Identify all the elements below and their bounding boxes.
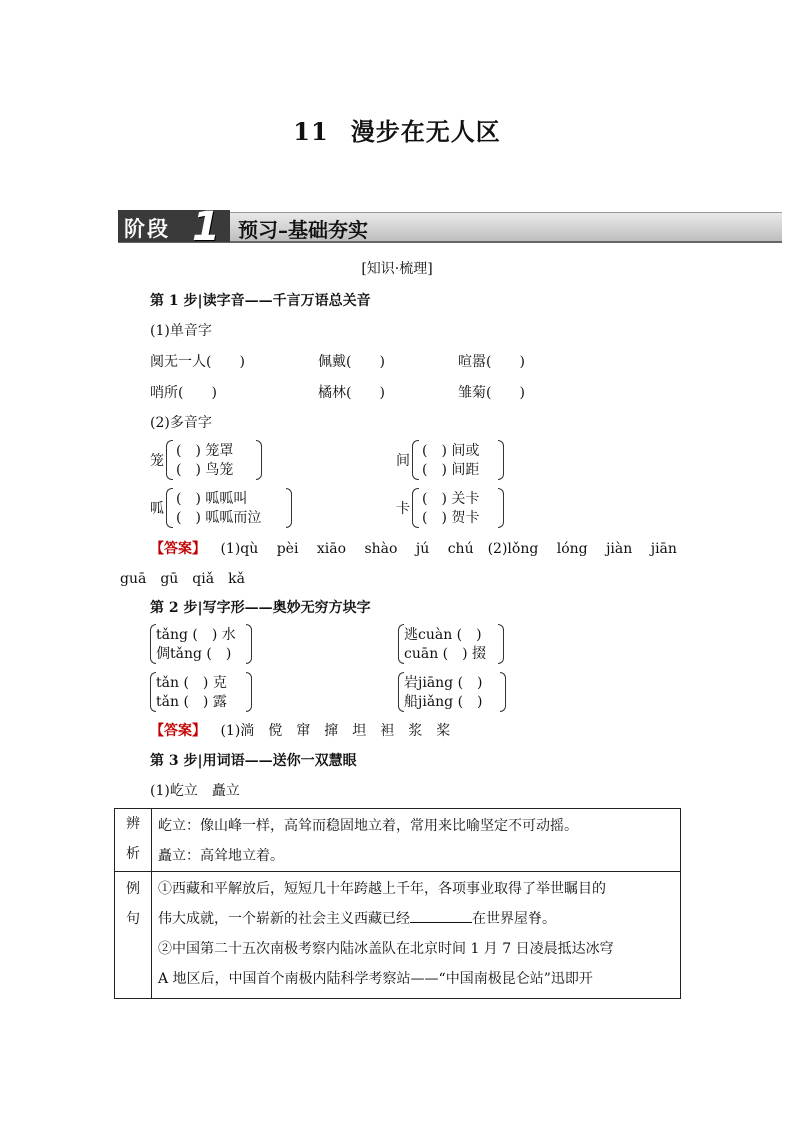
polyphone-item: ( ) 间距: [422, 462, 480, 478]
example-line: [158, 904, 674, 934]
table-row-header: [115, 872, 152, 999]
section-label: [知识·梳理]: [361, 261, 433, 277]
right-brace: [500, 672, 506, 712]
glyph-item: cuān ( ) 掇: [404, 646, 487, 662]
polyphone-item: ( ) 呱呱叫: [176, 491, 248, 507]
right-brace: [498, 624, 504, 664]
right-brace: [246, 624, 252, 664]
answer-text-continued: guā gū qiǎ kǎ: [120, 571, 245, 587]
glyph-item: tǎn ( ) 克: [156, 675, 227, 691]
table-row: [115, 809, 681, 872]
answer-text: (1)qù pèi xiāo shào jú chú (2)lǒng lóng jiàn jiān: [220, 541, 677, 557]
page-title: [0, 112, 794, 147]
glyph-item: 船jiǎng ( ): [404, 694, 483, 710]
polyphone-item: ( ) 呱呱而泣: [176, 510, 262, 526]
polyphone-item: ( ) 鸟笼: [176, 462, 234, 478]
glyph-item: tǎn ( ) 露: [156, 694, 227, 710]
polyphone-char: 笼: [150, 453, 164, 469]
step3-heading: 第 3 步|用词语——送你一双慧眼: [150, 753, 357, 769]
table-cell: [152, 809, 681, 872]
single-item: 哨所( ): [150, 385, 217, 401]
row-header-text: 辨析: [126, 816, 140, 862]
fill-blank: [410, 908, 472, 923]
glyph-group: [150, 672, 260, 712]
left-brace: [412, 440, 419, 480]
multi-char-label: (2)多音字: [150, 415, 212, 431]
single-item: 橘林( ): [318, 385, 385, 401]
example-text: 伟大成就，一个崭新的社会主义西藏已经: [158, 911, 410, 927]
stage-badge-label: 阶段: [124, 216, 170, 241]
polyphone-char: 间: [396, 453, 410, 469]
left-brace: [166, 488, 173, 528]
glyph-item: 岩jiāng ( ): [404, 675, 483, 691]
lesson-title: 漫步在无人区: [350, 117, 501, 146]
step1-answer: [150, 538, 677, 558]
answer-tag: 【答案】: [150, 723, 206, 739]
example-line: A 地区后，中国首个南极内陆科学考察站——“中国南极昆仑站”迅即开: [158, 971, 593, 987]
table-row-header: [115, 809, 152, 872]
word-pair-label: (1)屹立 矗立: [150, 783, 240, 799]
polyphone-item: ( ) 关卡: [422, 491, 480, 507]
polyphone-group: [396, 488, 516, 528]
polyphone-group: [396, 440, 516, 480]
right-brace: [246, 672, 252, 712]
right-brace: [286, 488, 292, 528]
single-item: 喧嚣( ): [458, 354, 525, 370]
glyph-group: [150, 624, 260, 664]
stage-title: 预习–基础夯实: [238, 218, 368, 242]
polyphone-group: [150, 488, 300, 528]
glyph-item: 逃cuàn ( ): [404, 627, 482, 643]
polyphone-group: [150, 440, 270, 480]
row-header-text: 例句: [126, 881, 140, 927]
answer-tag: 【答案】: [150, 541, 206, 557]
polyphone-char: 呱: [150, 501, 164, 517]
single-item: 阒无一人( ): [150, 354, 245, 370]
polyphone-item: ( ) 笼罩: [176, 443, 234, 459]
polyphone-item: ( ) 间或: [422, 443, 480, 459]
analysis-line: 矗立：高耸地立着。: [158, 848, 284, 864]
word-analysis-table: [114, 808, 681, 999]
left-brace: [166, 440, 173, 480]
glyph-item: 倜tǎng ( ): [156, 646, 232, 662]
stage-number: 1: [192, 204, 220, 250]
example-line: ①西藏和平解放后，短短几十年跨越上千年，各项事业取得了举世瞩目的: [158, 881, 606, 897]
example-line: ②中国第二十五次南极考察内陆冰盖队在北京时间 1 月 7 日凌晨抵达冰穹: [158, 941, 614, 957]
polyphone-char: 卡: [396, 501, 410, 517]
step2-answer: [150, 720, 450, 740]
right-brace: [256, 440, 262, 480]
single-item: 佩戴( ): [318, 354, 385, 370]
glyph-group: [398, 672, 508, 712]
example-text: 在世界屋脊。: [472, 911, 556, 927]
table-cell: [152, 872, 681, 999]
left-brace: [412, 488, 419, 528]
glyph-item: tǎng ( ) 水: [156, 627, 236, 643]
right-brace: [498, 488, 504, 528]
single-item: 雏菊( ): [458, 385, 525, 401]
lesson-number: 11: [293, 117, 329, 146]
answer-text: (1)淌 傥 窜 撺 坦 袒 浆 桨: [220, 723, 451, 739]
right-brace: [498, 440, 504, 480]
table-row: [115, 872, 681, 999]
step2-heading: 第 2 步|写字形——奥妙无穷方块字: [150, 600, 371, 616]
glyph-group: [398, 624, 508, 664]
analysis-line: 屹立：像山峰一样，高耸而稳固地立着，常用来比喻坚定不可动摇。: [158, 818, 578, 834]
polyphone-item: ( ) 贺卡: [422, 510, 480, 526]
single-char-label: (1)单音字: [150, 323, 212, 339]
stage-banner: [118, 204, 782, 250]
step1-heading: 第 1 步|读字音——千言万语总关音: [150, 293, 371, 309]
